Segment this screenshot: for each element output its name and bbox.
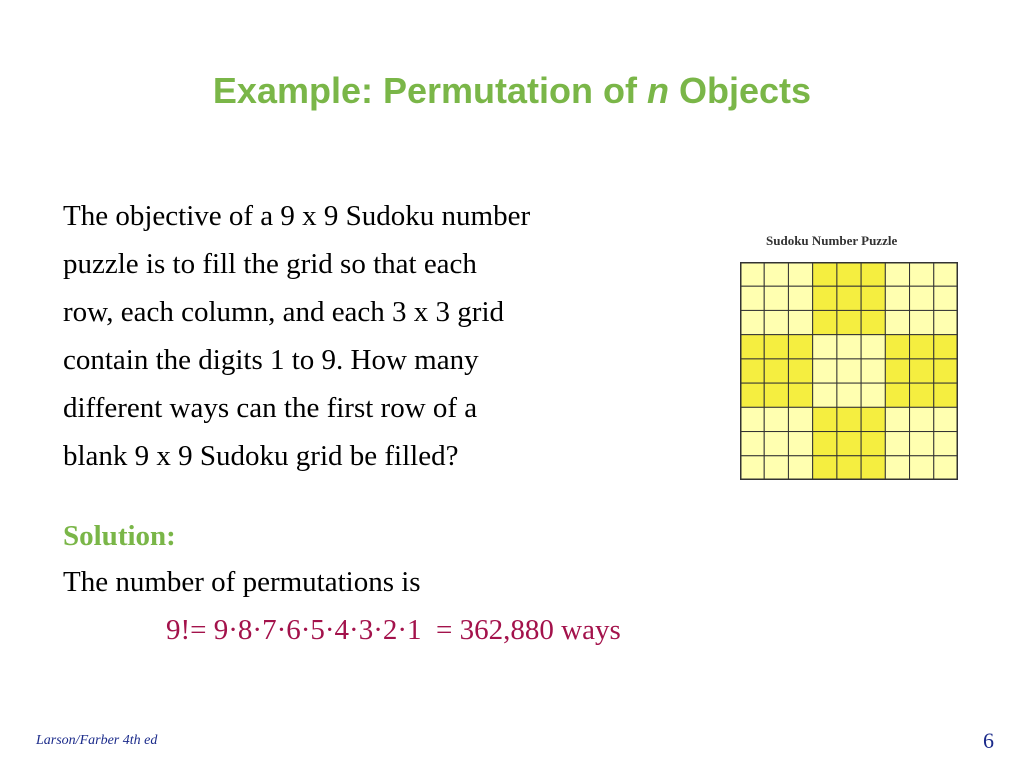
sudoku-cell (813, 335, 837, 359)
sudoku-cell (934, 456, 958, 480)
sudoku-cell (885, 359, 909, 383)
sudoku-cell (788, 335, 812, 359)
sudoku-cell (910, 335, 934, 359)
puzzle-caption: Sudoku Number Puzzle (766, 233, 898, 248)
problem-line: The objective of a 9 x 9 Sudoku number (63, 200, 531, 232)
problem-line: contain the digits 1 to 9. How many (63, 344, 479, 376)
footer-source: Larson/Farber 4th ed (36, 733, 158, 748)
sudoku-cell (740, 359, 764, 383)
problem-line: blank 9 x 9 Sudoku grid be filled? (63, 440, 459, 472)
sudoku-cell (764, 456, 788, 480)
sudoku-cell (861, 407, 885, 431)
sudoku-cell (813, 310, 837, 334)
sudoku-cell (740, 310, 764, 334)
sudoku-cell (764, 383, 788, 407)
sudoku-cell (934, 432, 958, 456)
sudoku-cell (910, 359, 934, 383)
sudoku-cell (764, 432, 788, 456)
sudoku-cell (934, 335, 958, 359)
sudoku-cell (764, 286, 788, 310)
sudoku-cell (788, 383, 812, 407)
sudoku-cell (740, 383, 764, 407)
sudoku-cell (885, 310, 909, 334)
sudoku-cell (837, 407, 861, 431)
sudoku-cell (740, 456, 764, 480)
sudoku-cell (813, 383, 837, 407)
sudoku-cell (788, 262, 812, 286)
sudoku-cell (837, 262, 861, 286)
sudoku-cell (788, 310, 812, 334)
problem-line: puzzle is to fill the grid so that each (63, 248, 477, 280)
sudoku-cell (934, 359, 958, 383)
title-suffix: Objects (669, 70, 812, 111)
sudoku-cell (813, 456, 837, 480)
sudoku-cell (788, 359, 812, 383)
sudoku-cell (934, 310, 958, 334)
sudoku-cell (837, 335, 861, 359)
sudoku-cell (837, 286, 861, 310)
sudoku-cell (934, 286, 958, 310)
sudoku-cell (861, 432, 885, 456)
sudoku-cell (861, 359, 885, 383)
sudoku-cell (788, 407, 812, 431)
sudoku-cell (910, 310, 934, 334)
problem-text (63, 192, 723, 480)
sudoku-cell (813, 407, 837, 431)
slide-title (0, 70, 1024, 112)
sudoku-cell (885, 432, 909, 456)
sudoku-cell (740, 335, 764, 359)
sudoku-cell (861, 262, 885, 286)
sudoku-cell (885, 335, 909, 359)
sudoku-cell (885, 407, 909, 431)
sudoku-cell (740, 262, 764, 286)
solution-text: The number of permutations is (63, 566, 421, 598)
problem-line: row, each column, and each 3 x 3 grid (63, 296, 505, 328)
sudoku-cell (813, 359, 837, 383)
solution-heading: Solution: (63, 520, 176, 552)
sudoku-cell (910, 456, 934, 480)
sudoku-cell (813, 262, 837, 286)
sudoku-cell (885, 456, 909, 480)
sudoku-cell (764, 335, 788, 359)
sudoku-cell (861, 335, 885, 359)
sudoku-grid-image (740, 262, 958, 480)
sudoku-cell (788, 456, 812, 480)
sudoku-cell (788, 286, 812, 310)
sudoku-cell (861, 286, 885, 310)
sudoku-cell (910, 383, 934, 407)
sudoku-cell (837, 456, 861, 480)
sudoku-cell (885, 262, 909, 286)
sudoku-cell (861, 383, 885, 407)
sudoku-cell (837, 310, 861, 334)
sudoku-cell (837, 383, 861, 407)
sudoku-cell (813, 432, 837, 456)
sudoku-cell (740, 432, 764, 456)
sudoku-cell (934, 407, 958, 431)
sudoku-cell (837, 359, 861, 383)
sudoku-cell (813, 286, 837, 310)
problem-line: different ways can the first row of a (63, 392, 478, 424)
sudoku-cell (764, 359, 788, 383)
sudoku-cell (861, 310, 885, 334)
sudoku-cell (910, 407, 934, 431)
sudoku-cell (934, 262, 958, 286)
sudoku-cell (885, 286, 909, 310)
sudoku-cell (910, 286, 934, 310)
title-italic: n (647, 70, 669, 111)
sudoku-cell (910, 262, 934, 286)
sudoku-cell (764, 262, 788, 286)
sudoku-cell (740, 286, 764, 310)
sudoku-cell (837, 432, 861, 456)
sudoku-cell (788, 432, 812, 456)
sudoku-cell (885, 383, 909, 407)
sudoku-cell (764, 407, 788, 431)
title-prefix: Example: Permutation of (212, 70, 647, 111)
permutation-formula: 9!= 9·8·7·6·5·4·3·2·1 = 362,880 ways (166, 614, 621, 646)
sudoku-cell (910, 432, 934, 456)
sudoku-cell (861, 456, 885, 480)
page-number: 6 (983, 728, 994, 753)
sudoku-cell (934, 383, 958, 407)
sudoku-cell (764, 310, 788, 334)
sudoku-cell (740, 407, 764, 431)
